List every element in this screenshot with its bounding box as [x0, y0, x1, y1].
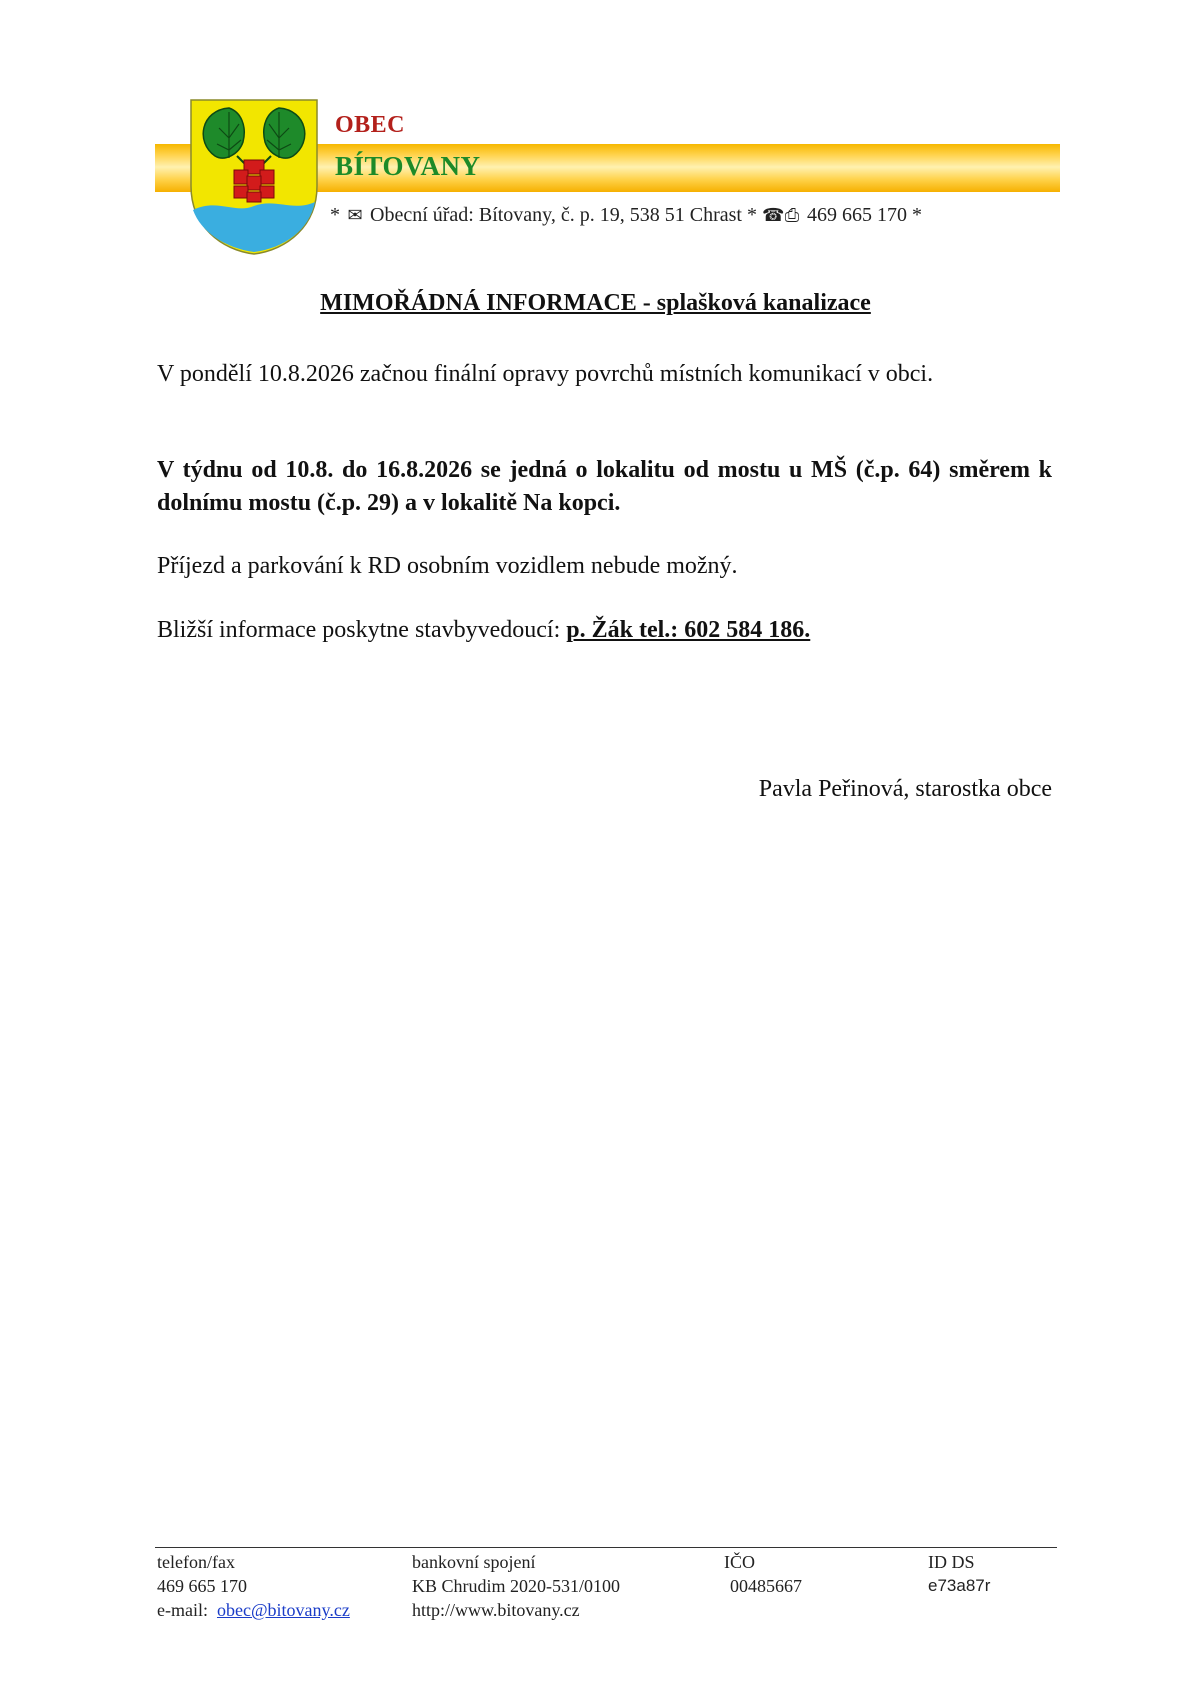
- footer-ds-column: [928, 1550, 990, 1598]
- paragraph-contact: [157, 614, 1052, 647]
- footer-phone-column: [157, 1550, 350, 1622]
- footer-divider: [155, 1547, 1057, 1548]
- fax-icon: ⎙: [784, 205, 800, 225]
- footer-ico-value: 00485667: [730, 1576, 802, 1596]
- municipality-name: BÍTOVANY: [335, 151, 481, 181]
- paragraph-repairs: V pondělí 10.8.2026 začnou finální opravy povrchů místních komunikací v obci.: [157, 361, 934, 387]
- address-prefix: *: [330, 204, 340, 226]
- document-title: MIMOŘÁDNÁ INFORMACE - splašková kanalizace: [320, 290, 871, 316]
- site-manager-contact: p. Žák tel.: 602 584 186.: [566, 617, 811, 643]
- footer-ico-column: [724, 1550, 802, 1598]
- letterhead: [155, 98, 1060, 258]
- footer-bank-column: [412, 1550, 620, 1622]
- signature: Pavla Peřinová, starostka obce: [758, 776, 1052, 802]
- footer-phone-value: 469 665 170: [157, 1576, 247, 1596]
- paragraph-location: V týdnu od 10.8. do 16.8.2026 se jedná o lokalitu od mostu u MŠ (č.p. 64) směrem k dolnímu mostu (č.p. 29) a v lokalitě Na kopci.: [157, 457, 1052, 516]
- footer-email-label: e-mail:: [157, 1600, 208, 1620]
- footer-web-link[interactable]: http://www.bitovany.cz: [412, 1600, 580, 1620]
- footer-ico-label: IČO: [724, 1552, 755, 1572]
- footer-phone-label: telefon/fax: [157, 1552, 235, 1572]
- footer-email-link[interactable]: obec@bitovany.cz: [216, 1600, 350, 1620]
- footer-email-row: [157, 1598, 350, 1622]
- paragraph-parking: Příjezd a parkování k RD osobním vozidlem nebude možný.: [157, 553, 738, 579]
- footer-ds-value: e73a87r: [928, 1576, 991, 1595]
- header-address-line: [330, 204, 922, 227]
- envelope-icon: ✉: [347, 205, 363, 225]
- header-phone: 469 665 170 *: [806, 204, 922, 226]
- address-text: Obecní úřad: Bítovany, č. p. 19, 538 51 Chrast *: [370, 204, 757, 226]
- telephone-icon: ☎: [761, 205, 785, 225]
- contact-prefix: Bližší informace poskytne stavbyvedoucí:: [157, 617, 561, 643]
- coat-of-arms-icon: [189, 98, 319, 256]
- footer-bank-value: KB Chrudim 2020-531/0100: [412, 1576, 621, 1596]
- municipality-label: OBEC: [335, 112, 406, 138]
- footer-bank-label: bankovní spojení: [412, 1552, 536, 1572]
- footer-ds-label: ID DS: [928, 1552, 975, 1572]
